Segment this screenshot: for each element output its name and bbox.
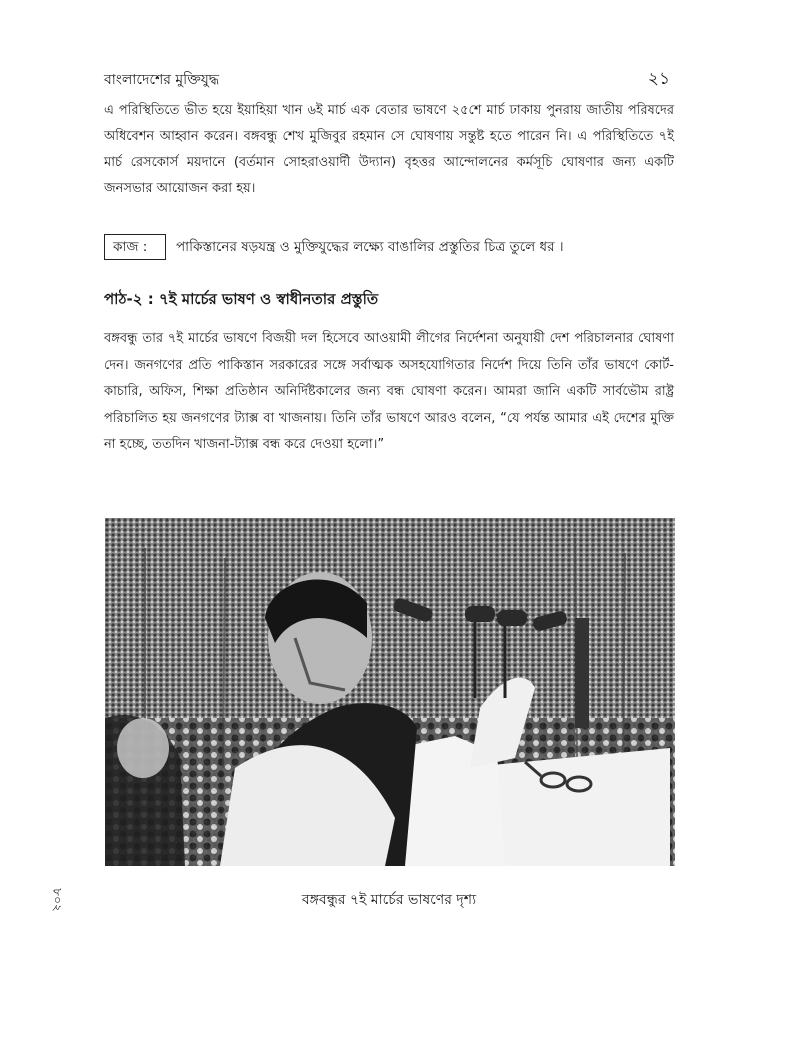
lesson-paragraph: বঙ্গবন্ধু তার ৭ই মার্চের ভাষণে বিজয়ী দল হিসেবে আওয়ামী লীগের নির্দেশনা অনুযায়ী দেশ পরিচালনার ঘোষণা দেন। জনগণের প্রতি পাকিস্তান সরকারের সঙ্গে সর্বাত্মক অসহযোগিতার নির্দেশ দিয়ে তিনি তাঁর ভাষণে কোর্ট-কাচারি, অফিস, শিক্ষা প্রতিষ্ঠান অনির্দিষ্টকালের জন্য বন্ধ ঘোষণা করেন। আমরা জানি একটি সার্বভৌম রাষ্ট্র পরিচালিত হয় জনগণের ট্যাক্স বা খাজনায়। তিনি তাঁর ভাষণে আরও বলেন, “যে পর্যন্ত আমার এই দেশের মুক্তি না হচ্ছে, ততদিন খাজনা-ট্যাক্স বন্ধ করে দেওয়া হলো।” [104, 331, 674, 452]
historical-photo [105, 518, 675, 866]
running-header [104, 66, 674, 94]
task-text: পাকিস্তানের ষড়যন্ত্র ও মুক্তিযুদ্ধের লক্ষ্যে বাঙালির প্রস্তুতির চিত্র তুলে ধর । [176, 238, 564, 255]
figure-caption: বঙ্গবন্ধুর ৭ই মার্চের ভাষণের দৃশ্য [301, 892, 477, 908]
lesson-heading: পাঠ-২ : ৭ই মার্চের ভাষণ ও স্বাধীনতার প্রস্তুতি [104, 290, 379, 308]
task-label-box: কাজ : [104, 234, 166, 260]
task-row [104, 234, 674, 260]
page-number: ২১ [647, 69, 670, 89]
intro-paragraph: এ পরিস্থিতিতে ভীত হয়ে ইয়াহিয়া খান ৬ই মার্চ এক বেতার ভাষণে ২৫শে মার্চ ঢাকায় পুনরায় জাতীয় পরিষদের অধিবেশন আহ্বান করেন। বঙ্গবন্ধু শেখ মুজিবুর রহমান সে ঘোষণায় সন্তুষ্ট হতে পারেন নি। এ পরিস্থিতিতে ৭ই মার্চ রেসকোর্স ময়দানে (বর্তমান সোহরাওয়ার্দী উদ্যান) বৃহত্তর আন্দোলনের কর্মসূচি ঘোষণার জন্য একটি জনসভার আয়োজন করা হয়। [104, 103, 674, 196]
speech-photo-illustration [105, 518, 675, 866]
side-margin-number: ৮০২ [50, 888, 65, 912]
book-title: বাংলাদেশের মুক্তিযুদ্ধ [104, 72, 220, 88]
